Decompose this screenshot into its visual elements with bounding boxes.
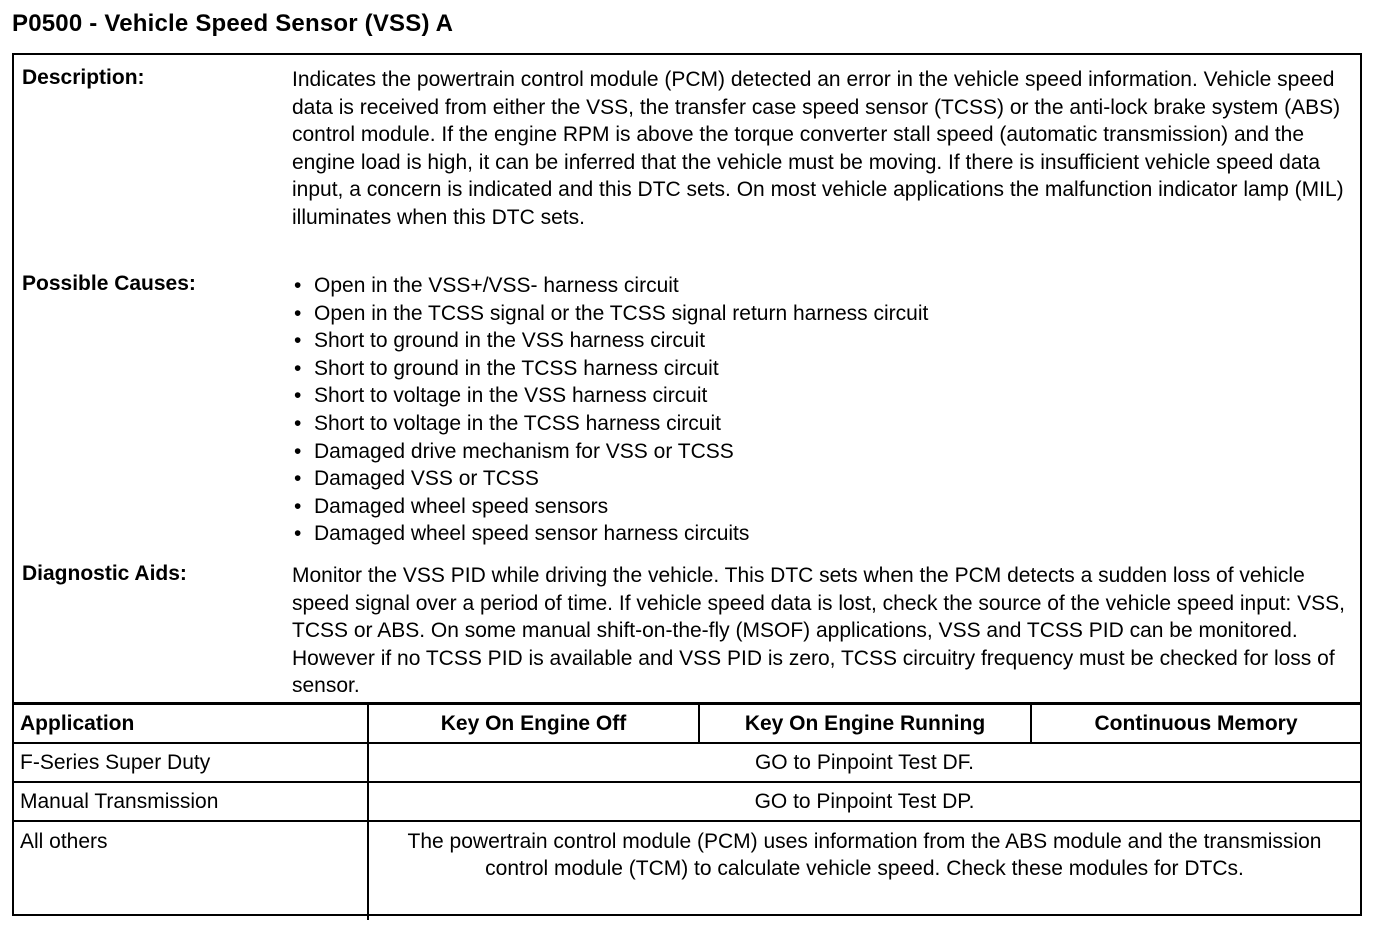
table-row bbox=[14, 821, 1360, 920]
description-label: Description: bbox=[22, 66, 145, 89]
cause-item: • Short to ground in the TCSS harness circuit bbox=[292, 355, 1358, 383]
dtc-info-box bbox=[12, 53, 1362, 916]
cause-item: • Short to voltage in the VSS harness circuit bbox=[292, 382, 1358, 410]
cause-item: • Damaged wheel speed sensor harness circuits bbox=[292, 520, 1358, 548]
diagnostic-aids-paragraph: Monitor the VSS PID while driving the vehicle. This DTC sets when the PCM detects a sudden loss of vehicle speed signal over a period of time. If vehicle speed data is lost, check the source of the vehicle speed input: VSS, TCSS or ABS. On some manual shift-on-the-fly (MSOF) applications, VSS and TCSS PID can be monitored. However if no TCSS PID is available and VSS PID is zero, TCSS circuitry frequency must be checked for loss of sensor. bbox=[292, 564, 1345, 698]
application-cell: F-Series Super Duty bbox=[14, 743, 368, 782]
table-header-row bbox=[14, 704, 1360, 744]
cause-item: • Open in the TCSS signal or the TCSS signal return harness circuit bbox=[292, 300, 1358, 328]
cause-item: • Damaged wheel speed sensors bbox=[292, 493, 1358, 521]
column-header-continuous-memory: Continuous Memory bbox=[1031, 704, 1360, 744]
diagnostic-aids-label: Diagnostic Aids: bbox=[22, 562, 187, 585]
application-cell: Manual Transmission bbox=[14, 782, 368, 821]
cause-item: • Damaged drive mechanism for VSS or TCSS bbox=[292, 438, 1358, 466]
action-cell: GO to Pinpoint Test DP. bbox=[368, 782, 1360, 821]
application-cell: All others bbox=[14, 821, 368, 920]
column-header-application: Application bbox=[14, 704, 368, 744]
possible-causes-label: Possible Causes: bbox=[22, 272, 196, 295]
cause-item: • Short to ground in the VSS harness circuit bbox=[292, 327, 1358, 355]
description-text bbox=[292, 66, 1358, 232]
possible-causes-section bbox=[292, 272, 1358, 548]
page-title: P0500 - Vehicle Speed Sensor (VSS) A bbox=[12, 10, 454, 37]
action-cell: The powertrain control module (PCM) uses information from the ABS module and the transmission control module (TCM) to calculate vehicle speed. Check these modules for DTCs. bbox=[368, 821, 1360, 920]
table-row bbox=[14, 782, 1360, 821]
application-table bbox=[14, 702, 1360, 920]
column-header-koer: Key On Engine Running bbox=[699, 704, 1031, 744]
description-paragraph: Indicates the powertrain control module (PCM) detected an error in the vehicle speed information. Vehicle speed data is received from either the VSS, the transfer case speed sensor (TCSS) or the anti-lock brake system (ABS) control module. If the engine RPM is above the torque converter stall speed (automatic transmission) and the engine load is high, it can be inferred that the vehicle must be moving. If there is insufficient vehicle speed data input, a concern is indicated and this DTC sets. On most vehicle applications the malfunction indicator lamp (MIL) illuminates when this DTC sets. bbox=[292, 68, 1344, 229]
cause-item: • Open in the VSS+/VSS- harness circuit bbox=[292, 272, 1358, 300]
table-row bbox=[14, 743, 1360, 782]
cause-item: • Damaged VSS or TCSS bbox=[292, 465, 1358, 493]
column-header-koeo: Key On Engine Off bbox=[368, 704, 699, 744]
cause-item: • Short to voltage in the TCSS harness circuit bbox=[292, 410, 1358, 438]
action-cell: GO to Pinpoint Test DF. bbox=[368, 743, 1360, 782]
diagnostic-aids-text bbox=[292, 562, 1358, 700]
possible-causes-list bbox=[292, 272, 1358, 548]
